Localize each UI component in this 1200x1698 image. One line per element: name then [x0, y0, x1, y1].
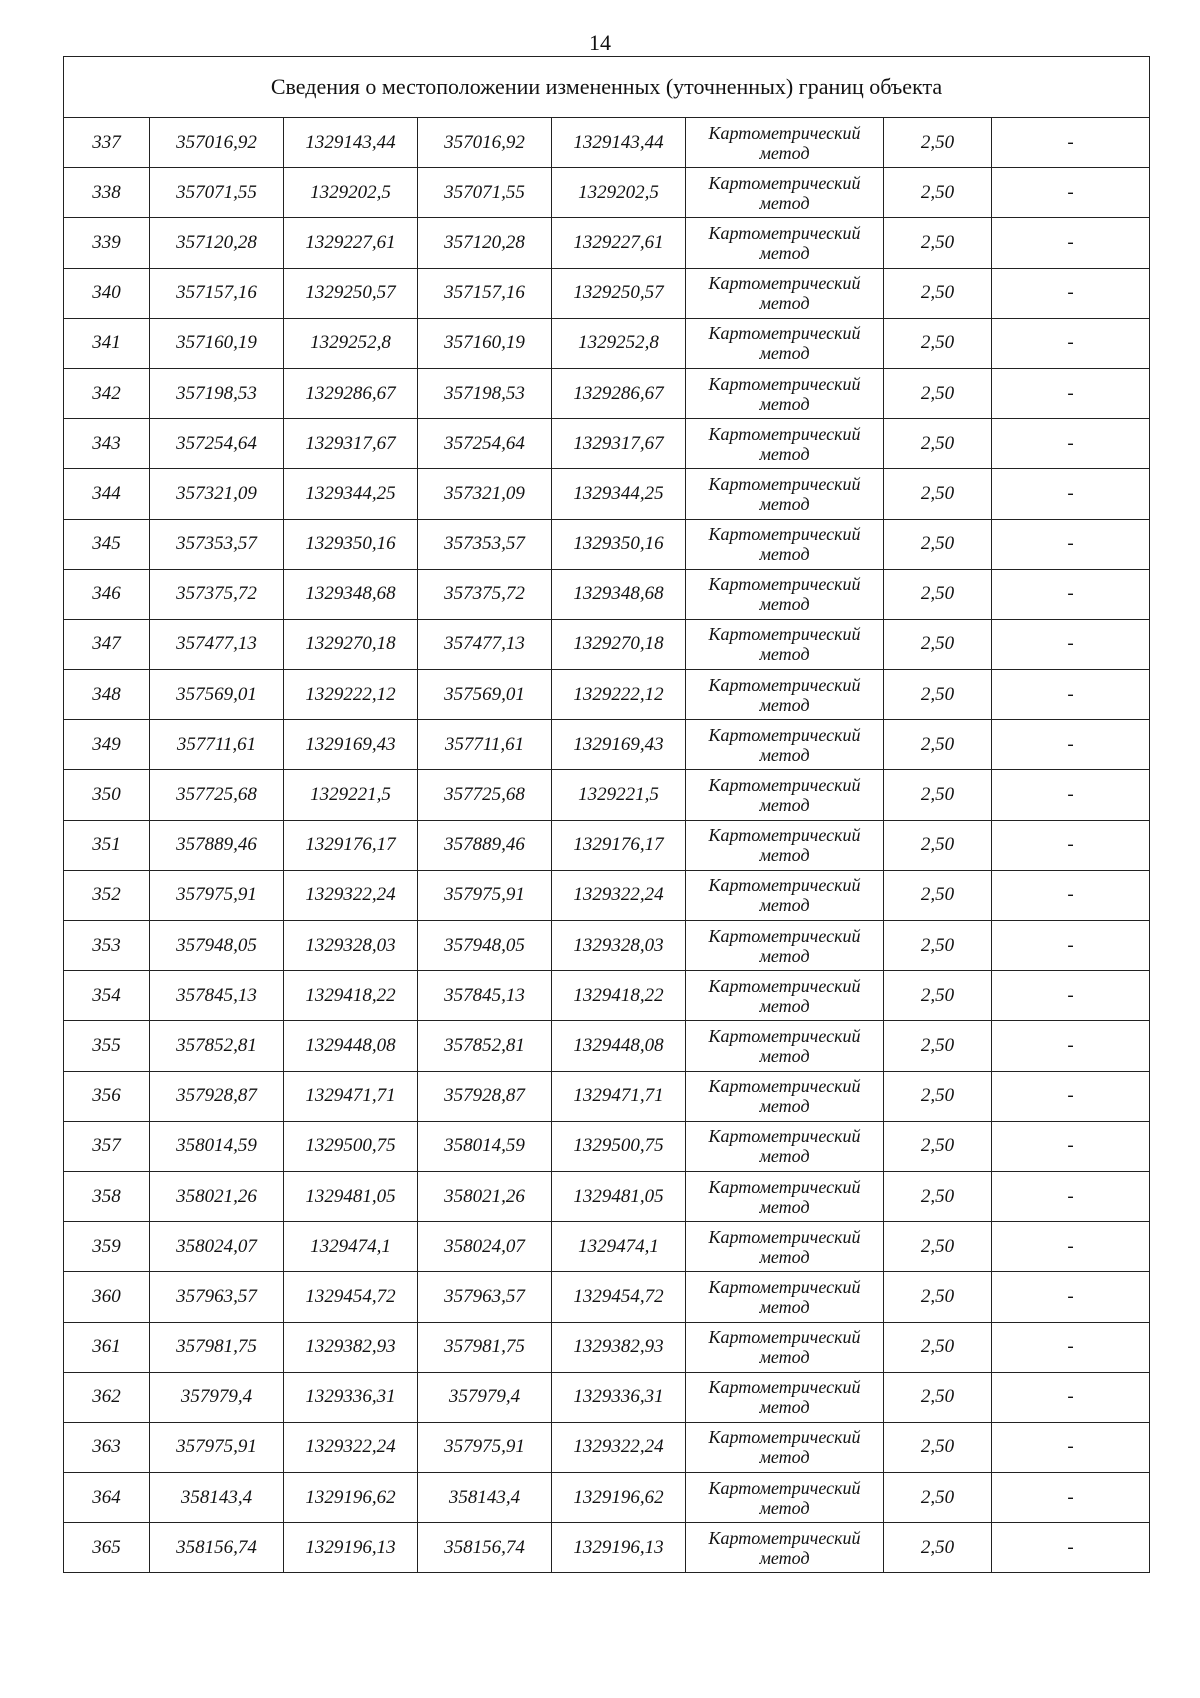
accuracy-cell: 2,50: [884, 870, 992, 920]
existing-y-cell: 1329448,08: [284, 1021, 418, 1071]
accuracy-cell: 2,50: [884, 1473, 992, 1523]
method-cell: Картометрический метод: [686, 218, 884, 268]
refined-y-cell: 1329448,08: [552, 1021, 686, 1071]
existing-x-cell: 357120,28: [150, 218, 284, 268]
refined-x-cell: 357948,05: [418, 921, 552, 971]
existing-y-cell: 1329382,93: [284, 1322, 418, 1372]
method-cell: Картометрический метод: [686, 971, 884, 1021]
method-cell: Картометрический метод: [686, 1121, 884, 1171]
existing-y-cell: 1329322,24: [284, 870, 418, 920]
note-cell: -: [992, 469, 1150, 519]
table-row: [64, 820, 1150, 870]
method-cell: Картометрический метод: [686, 368, 884, 418]
table-row: [64, 268, 1150, 318]
existing-x-cell: 357979,4: [150, 1372, 284, 1422]
point-number-cell: 349: [64, 720, 150, 770]
table-row: [64, 218, 1150, 268]
table-row: [64, 1422, 1150, 1472]
table-row: [64, 1322, 1150, 1372]
table-row: [64, 971, 1150, 1021]
point-number-cell: 341: [64, 318, 150, 368]
existing-x-cell: 357975,91: [150, 870, 284, 920]
table-row: [64, 1121, 1150, 1171]
accuracy-cell: 2,50: [884, 419, 992, 469]
refined-y-cell: 1329336,31: [552, 1372, 686, 1422]
table-row: [64, 720, 1150, 770]
accuracy-cell: 2,50: [884, 118, 992, 168]
refined-x-cell: 357963,57: [418, 1272, 552, 1322]
refined-x-cell: 357160,19: [418, 318, 552, 368]
method-cell: Картометрический метод: [686, 1071, 884, 1121]
table-row: [64, 419, 1150, 469]
table-row: [64, 1523, 1150, 1573]
note-cell: -: [992, 118, 1150, 168]
existing-x-cell: 357071,55: [150, 168, 284, 218]
table-row: [64, 118, 1150, 168]
refined-y-cell: 1329196,13: [552, 1523, 686, 1573]
accuracy-cell: 2,50: [884, 168, 992, 218]
table-row: [64, 168, 1150, 218]
accuracy-cell: 2,50: [884, 670, 992, 720]
existing-y-cell: 1329418,22: [284, 971, 418, 1021]
note-cell: -: [992, 1121, 1150, 1171]
refined-x-cell: 357852,81: [418, 1021, 552, 1071]
table-body: [64, 118, 1150, 1573]
existing-y-cell: 1329500,75: [284, 1121, 418, 1171]
refined-x-cell: 357981,75: [418, 1322, 552, 1372]
point-number-cell: 353: [64, 921, 150, 971]
method-cell: Картометрический метод: [686, 1372, 884, 1422]
refined-x-cell: 358143,4: [418, 1473, 552, 1523]
note-cell: -: [992, 670, 1150, 720]
point-number-cell: 348: [64, 670, 150, 720]
method-cell: Картометрический метод: [686, 519, 884, 569]
point-number-cell: 337: [64, 118, 150, 168]
table-row: [64, 1222, 1150, 1272]
refined-x-cell: 357845,13: [418, 971, 552, 1021]
existing-x-cell: 357375,72: [150, 569, 284, 619]
method-cell: Картометрический метод: [686, 720, 884, 770]
accuracy-cell: 2,50: [884, 1121, 992, 1171]
table-row: [64, 569, 1150, 619]
refined-x-cell: 357120,28: [418, 218, 552, 268]
refined-x-cell: 358156,74: [418, 1523, 552, 1573]
existing-y-cell: 1329196,13: [284, 1523, 418, 1573]
existing-x-cell: 358156,74: [150, 1523, 284, 1573]
method-cell: Картометрический метод: [686, 870, 884, 920]
accuracy-cell: 2,50: [884, 519, 992, 569]
table-row: [64, 921, 1150, 971]
existing-x-cell: 357254,64: [150, 419, 284, 469]
method-cell: Картометрический метод: [686, 670, 884, 720]
method-cell: Картометрический метод: [686, 1222, 884, 1272]
existing-x-cell: 358024,07: [150, 1222, 284, 1272]
page-number: 14: [589, 30, 611, 55]
note-cell: -: [992, 1021, 1150, 1071]
refined-x-cell: 358014,59: [418, 1121, 552, 1171]
existing-y-cell: 1329252,8: [284, 318, 418, 368]
existing-x-cell: 357725,68: [150, 770, 284, 820]
point-number-cell: 364: [64, 1473, 150, 1523]
refined-y-cell: 1329221,5: [552, 770, 686, 820]
refined-x-cell: 357375,72: [418, 569, 552, 619]
refined-y-cell: 1329474,1: [552, 1222, 686, 1272]
table-row: [64, 318, 1150, 368]
refined-y-cell: 1329382,93: [552, 1322, 686, 1372]
note-cell: -: [992, 368, 1150, 418]
refined-y-cell: 1329222,12: [552, 670, 686, 720]
existing-y-cell: 1329474,1: [284, 1222, 418, 1272]
refined-y-cell: 1329454,72: [552, 1272, 686, 1322]
accuracy-cell: 2,50: [884, 1322, 992, 1372]
existing-y-cell: 1329222,12: [284, 670, 418, 720]
table-title-row: [64, 57, 1150, 118]
accuracy-cell: 2,50: [884, 720, 992, 770]
boundary-coordinates-table: [63, 56, 1150, 1573]
existing-y-cell: 1329286,67: [284, 368, 418, 418]
refined-y-cell: 1329418,22: [552, 971, 686, 1021]
method-cell: Картометрический метод: [686, 419, 884, 469]
point-number-cell: 342: [64, 368, 150, 418]
existing-y-cell: 1329196,62: [284, 1473, 418, 1523]
method-cell: Картометрический метод: [686, 921, 884, 971]
refined-x-cell: 357889,46: [418, 820, 552, 870]
refined-x-cell: 357016,92: [418, 118, 552, 168]
refined-x-cell: 357477,13: [418, 619, 552, 669]
point-number-cell: 358: [64, 1171, 150, 1221]
existing-y-cell: 1329481,05: [284, 1171, 418, 1221]
refined-y-cell: 1329500,75: [552, 1121, 686, 1171]
table-row: [64, 368, 1150, 418]
refined-y-cell: 1329196,62: [552, 1473, 686, 1523]
existing-y-cell: 1329250,57: [284, 268, 418, 318]
refined-x-cell: 358024,07: [418, 1222, 552, 1272]
point-number-cell: 365: [64, 1523, 150, 1573]
accuracy-cell: 2,50: [884, 469, 992, 519]
existing-x-cell: 357928,87: [150, 1071, 284, 1121]
refined-x-cell: 357979,4: [418, 1372, 552, 1422]
accuracy-cell: 2,50: [884, 1071, 992, 1121]
refined-y-cell: 1329202,5: [552, 168, 686, 218]
refined-y-cell: 1329322,24: [552, 1422, 686, 1472]
note-cell: -: [992, 820, 1150, 870]
note-cell: -: [992, 971, 1150, 1021]
accuracy-cell: 2,50: [884, 318, 992, 368]
table-row: [64, 619, 1150, 669]
point-number-cell: 354: [64, 971, 150, 1021]
note-cell: -: [992, 569, 1150, 619]
accuracy-cell: 2,50: [884, 770, 992, 820]
note-cell: -: [992, 720, 1150, 770]
table-row: [64, 670, 1150, 720]
existing-y-cell: 1329328,03: [284, 921, 418, 971]
accuracy-cell: 2,50: [884, 218, 992, 268]
existing-x-cell: 357845,13: [150, 971, 284, 1021]
existing-x-cell: 357981,75: [150, 1322, 284, 1372]
table-row: [64, 469, 1150, 519]
method-cell: Картометрический метод: [686, 1171, 884, 1221]
existing-x-cell: 357353,57: [150, 519, 284, 569]
refined-x-cell: 357198,53: [418, 368, 552, 418]
refined-y-cell: 1329176,17: [552, 820, 686, 870]
refined-x-cell: 357321,09: [418, 469, 552, 519]
refined-x-cell: 358021,26: [418, 1171, 552, 1221]
existing-x-cell: 358021,26: [150, 1171, 284, 1221]
existing-x-cell: 357321,09: [150, 469, 284, 519]
existing-x-cell: 357016,92: [150, 118, 284, 168]
method-cell: Картометрический метод: [686, 1322, 884, 1372]
method-cell: Картометрический метод: [686, 1422, 884, 1472]
point-number-cell: 340: [64, 268, 150, 318]
note-cell: -: [992, 921, 1150, 971]
existing-y-cell: 1329176,17: [284, 820, 418, 870]
point-number-cell: 346: [64, 569, 150, 619]
refined-y-cell: 1329227,61: [552, 218, 686, 268]
note-cell: -: [992, 1473, 1150, 1523]
table-title: Сведения о местоположении измененных (уточненных) границ объекта: [64, 57, 1150, 118]
existing-y-cell: 1329336,31: [284, 1372, 418, 1422]
accuracy-cell: 2,50: [884, 1523, 992, 1573]
table-row: [64, 519, 1150, 569]
point-number-cell: 362: [64, 1372, 150, 1422]
note-cell: -: [992, 1071, 1150, 1121]
table-row: [64, 1372, 1150, 1422]
point-number-cell: 363: [64, 1422, 150, 1472]
method-cell: Картометрический метод: [686, 1272, 884, 1322]
refined-x-cell: 357353,57: [418, 519, 552, 569]
refined-y-cell: 1329344,25: [552, 469, 686, 519]
existing-y-cell: 1329143,44: [284, 118, 418, 168]
method-cell: Картометрический метод: [686, 318, 884, 368]
point-number-cell: 339: [64, 218, 150, 268]
existing-y-cell: 1329202,5: [284, 168, 418, 218]
existing-x-cell: 357948,05: [150, 921, 284, 971]
note-cell: -: [992, 519, 1150, 569]
existing-y-cell: 1329221,5: [284, 770, 418, 820]
method-cell: Картометрический метод: [686, 619, 884, 669]
refined-y-cell: 1329143,44: [552, 118, 686, 168]
existing-y-cell: 1329169,43: [284, 720, 418, 770]
refined-y-cell: 1329350,16: [552, 519, 686, 569]
accuracy-cell: 2,50: [884, 971, 992, 1021]
refined-x-cell: 357254,64: [418, 419, 552, 469]
refined-y-cell: 1329250,57: [552, 268, 686, 318]
method-cell: Картометрический метод: [686, 118, 884, 168]
note-cell: -: [992, 870, 1150, 920]
point-number-cell: 345: [64, 519, 150, 569]
existing-y-cell: 1329322,24: [284, 1422, 418, 1472]
existing-y-cell: 1329471,71: [284, 1071, 418, 1121]
existing-x-cell: 357160,19: [150, 318, 284, 368]
note-cell: -: [992, 218, 1150, 268]
existing-y-cell: 1329350,16: [284, 519, 418, 569]
note-cell: -: [992, 1272, 1150, 1322]
point-number-cell: 344: [64, 469, 150, 519]
note-cell: -: [992, 419, 1150, 469]
refined-x-cell: 357071,55: [418, 168, 552, 218]
note-cell: -: [992, 1171, 1150, 1221]
note-cell: -: [992, 318, 1150, 368]
table-row: [64, 1021, 1150, 1071]
refined-y-cell: 1329471,71: [552, 1071, 686, 1121]
accuracy-cell: 2,50: [884, 1372, 992, 1422]
refined-y-cell: 1329322,24: [552, 870, 686, 920]
existing-y-cell: 1329344,25: [284, 469, 418, 519]
point-number-cell: 351: [64, 820, 150, 870]
accuracy-cell: 2,50: [884, 1422, 992, 1472]
refined-y-cell: 1329481,05: [552, 1171, 686, 1221]
accuracy-cell: 2,50: [884, 820, 992, 870]
method-cell: Картометрический метод: [686, 469, 884, 519]
point-number-cell: 347: [64, 619, 150, 669]
point-number-cell: 343: [64, 419, 150, 469]
note-cell: -: [992, 1523, 1150, 1573]
refined-x-cell: 357975,91: [418, 870, 552, 920]
refined-y-cell: 1329270,18: [552, 619, 686, 669]
point-number-cell: 357: [64, 1121, 150, 1171]
refined-x-cell: 357569,01: [418, 670, 552, 720]
method-cell: Картометрический метод: [686, 1021, 884, 1071]
method-cell: Картометрический метод: [686, 268, 884, 318]
note-cell: -: [992, 268, 1150, 318]
accuracy-cell: 2,50: [884, 268, 992, 318]
existing-x-cell: 357975,91: [150, 1422, 284, 1472]
refined-y-cell: 1329348,68: [552, 569, 686, 619]
accuracy-cell: 2,50: [884, 368, 992, 418]
existing-x-cell: 357569,01: [150, 670, 284, 720]
accuracy-cell: 2,50: [884, 1272, 992, 1322]
existing-y-cell: 1329227,61: [284, 218, 418, 268]
point-number-cell: 359: [64, 1222, 150, 1272]
accuracy-cell: 2,50: [884, 921, 992, 971]
refined-y-cell: 1329328,03: [552, 921, 686, 971]
point-number-cell: 350: [64, 770, 150, 820]
existing-x-cell: 357477,13: [150, 619, 284, 669]
table-row: [64, 1473, 1150, 1523]
refined-x-cell: 357928,87: [418, 1071, 552, 1121]
note-cell: -: [992, 1422, 1150, 1472]
note-cell: -: [992, 619, 1150, 669]
accuracy-cell: 2,50: [884, 1021, 992, 1071]
note-cell: -: [992, 168, 1150, 218]
table-row: [64, 770, 1150, 820]
refined-y-cell: 1329317,67: [552, 419, 686, 469]
point-number-cell: 355: [64, 1021, 150, 1071]
accuracy-cell: 2,50: [884, 619, 992, 669]
existing-x-cell: 357889,46: [150, 820, 284, 870]
existing-y-cell: 1329270,18: [284, 619, 418, 669]
existing-x-cell: 357852,81: [150, 1021, 284, 1071]
table-row: [64, 1171, 1150, 1221]
point-number-cell: 352: [64, 870, 150, 920]
table-row: [64, 870, 1150, 920]
method-cell: Картометрический метод: [686, 770, 884, 820]
method-cell: Картометрический метод: [686, 168, 884, 218]
existing-y-cell: 1329317,67: [284, 419, 418, 469]
accuracy-cell: 2,50: [884, 1222, 992, 1272]
method-cell: Картометрический метод: [686, 1523, 884, 1573]
note-cell: -: [992, 1322, 1150, 1372]
accuracy-cell: 2,50: [884, 569, 992, 619]
note-cell: -: [992, 770, 1150, 820]
refined-y-cell: 1329252,8: [552, 318, 686, 368]
existing-x-cell: 357198,53: [150, 368, 284, 418]
table-row: [64, 1071, 1150, 1121]
table-row: [64, 1272, 1150, 1322]
note-cell: -: [992, 1222, 1150, 1272]
refined-x-cell: 357725,68: [418, 770, 552, 820]
existing-x-cell: 357157,16: [150, 268, 284, 318]
existing-x-cell: 358143,4: [150, 1473, 284, 1523]
existing-x-cell: 358014,59: [150, 1121, 284, 1171]
point-number-cell: 338: [64, 168, 150, 218]
point-number-cell: 361: [64, 1322, 150, 1372]
refined-y-cell: 1329286,67: [552, 368, 686, 418]
existing-y-cell: 1329454,72: [284, 1272, 418, 1322]
existing-x-cell: 357711,61: [150, 720, 284, 770]
refined-x-cell: 357157,16: [418, 268, 552, 318]
accuracy-cell: 2,50: [884, 1171, 992, 1221]
method-cell: Картометрический метод: [686, 1473, 884, 1523]
point-number-cell: 360: [64, 1272, 150, 1322]
existing-x-cell: 357963,57: [150, 1272, 284, 1322]
refined-y-cell: 1329169,43: [552, 720, 686, 770]
point-number-cell: 356: [64, 1071, 150, 1121]
method-cell: Картометрический метод: [686, 569, 884, 619]
method-cell: Картометрический метод: [686, 820, 884, 870]
existing-y-cell: 1329348,68: [284, 569, 418, 619]
refined-x-cell: 357975,91: [418, 1422, 552, 1472]
note-cell: -: [992, 1372, 1150, 1422]
refined-x-cell: 357711,61: [418, 720, 552, 770]
